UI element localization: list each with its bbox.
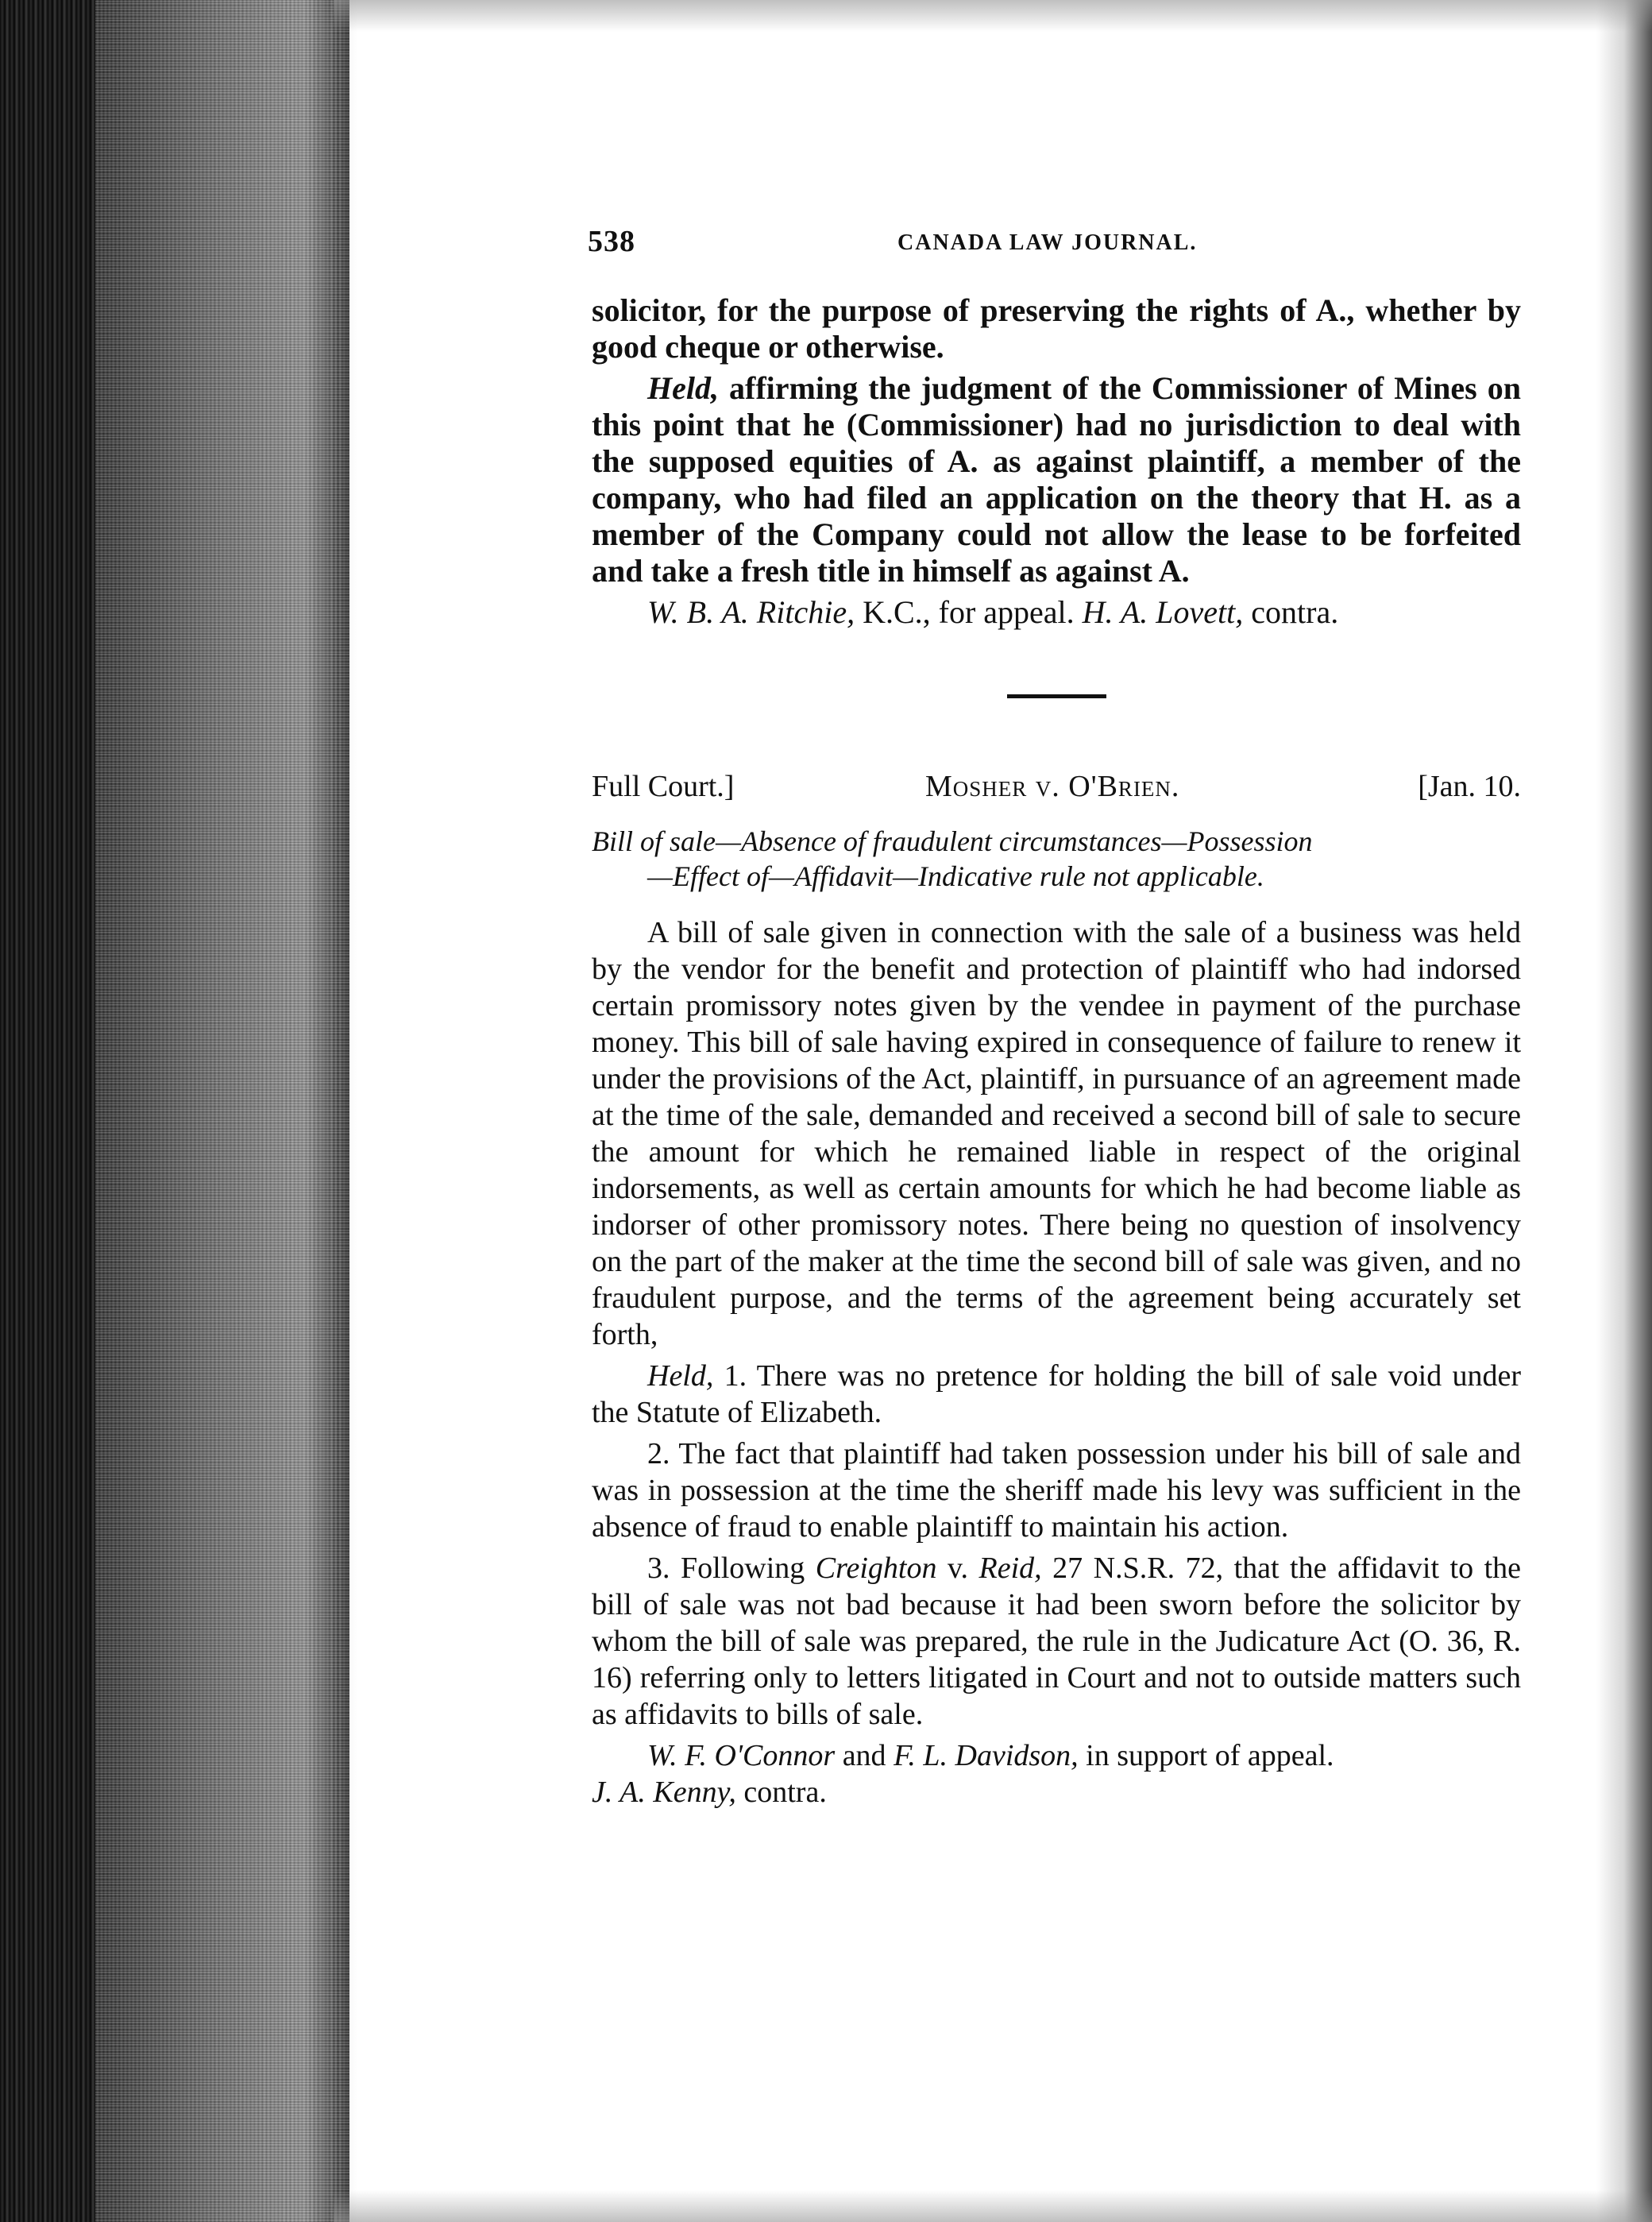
cited-case-versus: v. [936,1552,979,1585]
counsel-appellant-1: W. F. O'Connor [647,1739,836,1772]
counsel-respondent-role: contra. [735,1776,827,1809]
holding-1 [592,1358,1521,1431]
counsel-respondent: J. A. Kenny, [592,1776,736,1809]
holding-2: 2. The fact that plaintiff had taken possession under his bill of sale and was in possession at the time the sheriff made his levy was sufficient in the absence of fraud to enable plaintiff to maintain his action. [592,1437,1521,1544]
counsel-appellant-role: K.C., for appeal. [855,594,1083,630]
counsel-contra-line [592,1774,1521,1810]
page-number: 538 [588,225,635,258]
page-right-edge [1596,0,1652,2222]
case-court: Full Court.] [592,770,735,803]
cited-case-2: Reid, [978,1552,1042,1585]
case-heading [592,768,1521,805]
headnote-line-2: —Effect of—Affidavit—Indicative rule not applicable. [647,860,1264,892]
counsel-conjunction: and [835,1739,894,1772]
holding-3-prefix: 3. Following [647,1552,816,1585]
counsel-appellant-role: in support of appeal. [1078,1739,1334,1772]
held-paragraph [592,370,1521,589]
cited-case-1: Creighton [815,1552,937,1585]
page-top-edge [334,0,1652,32]
held-label: Held, [647,370,719,406]
page-content [592,292,1521,1810]
counsel-line [592,594,1521,631]
holding-1-text: 1. There was no pretence for holding the bill of sale void under the Statute of Elizabeth. [592,1359,1521,1429]
running-title: CANADA LAW JOURNAL. [897,230,1198,255]
counsel-appellant-2: F. L. Davidson, [894,1739,1079,1772]
counsel-respondent: H. A. Lovett, [1082,594,1244,630]
page-bottom-edge [334,2190,1652,2222]
continued-paragraph: solicitor, for the purpose of preserving the rights of A., whether by good cheque or otherwise. [592,292,1521,365]
held-text: affirming the judgment of the Commissioner of Mines on this point that he (Commissioner) had no jurisdiction to deal with the supposed equities of A. as against plaintiff, a member of the company, who had filed an application on the theory that H. as a member of the Company could not allow the lease to be forfeited and take a fresh title in himself as against A. [592,370,1521,589]
headnote [592,824,1521,894]
binding-texture [95,0,349,2222]
headnote-line-1: Bill of sale—Absence of fraudulent circumstances—Possession [592,825,1313,857]
counsel-appeal-line [592,1737,1521,1774]
page-header [588,224,1525,264]
case-name: Mosher v. O'Brien. [925,770,1180,803]
counsel-respondent-role: contra. [1243,594,1339,630]
holding-label: Held, [647,1359,714,1393]
section-divider [1007,694,1106,698]
case-facts: A bill of sale given in connection with the sale of a business was held by the vendor for the benefit and protection of plaintiff who had indorsed certain promissory notes given by the vendee in payment of the purchase money. This bill of sale having expired in consequence of failure to renew it under the provisions of the Act, plaintiff, in pursuance of an agreement made at the time of the sale, demanded and received a second bill of sale to secure the amount for which he remained liable in respect of the original indorsements, as well as certain amounts for which he had become liable as indorser of other promissory notes. There being no question of insolvency on the part of the maker at the time the second bill of sale was given, and no fraudulent purpose, and the terms of the agreement being accurately set forth, [592,916,1521,1351]
holding-3 [592,1550,1521,1733]
case-date: [Jan. 10. [1418,770,1521,803]
counsel-appellant: W. B. A. Ritchie, [647,594,855,630]
holding-3-text: 27 N.S.R. 72, that the affidavit to the bill of sale was not bad because it had been sworn before the solicitor by whom the bill of sale was prepared, the rule in the Judicature Act (O. 36, R. 16) referring only to letters litigated in Court and not to outside matters such as affidavits to bills of sale. [592,1552,1521,1731]
